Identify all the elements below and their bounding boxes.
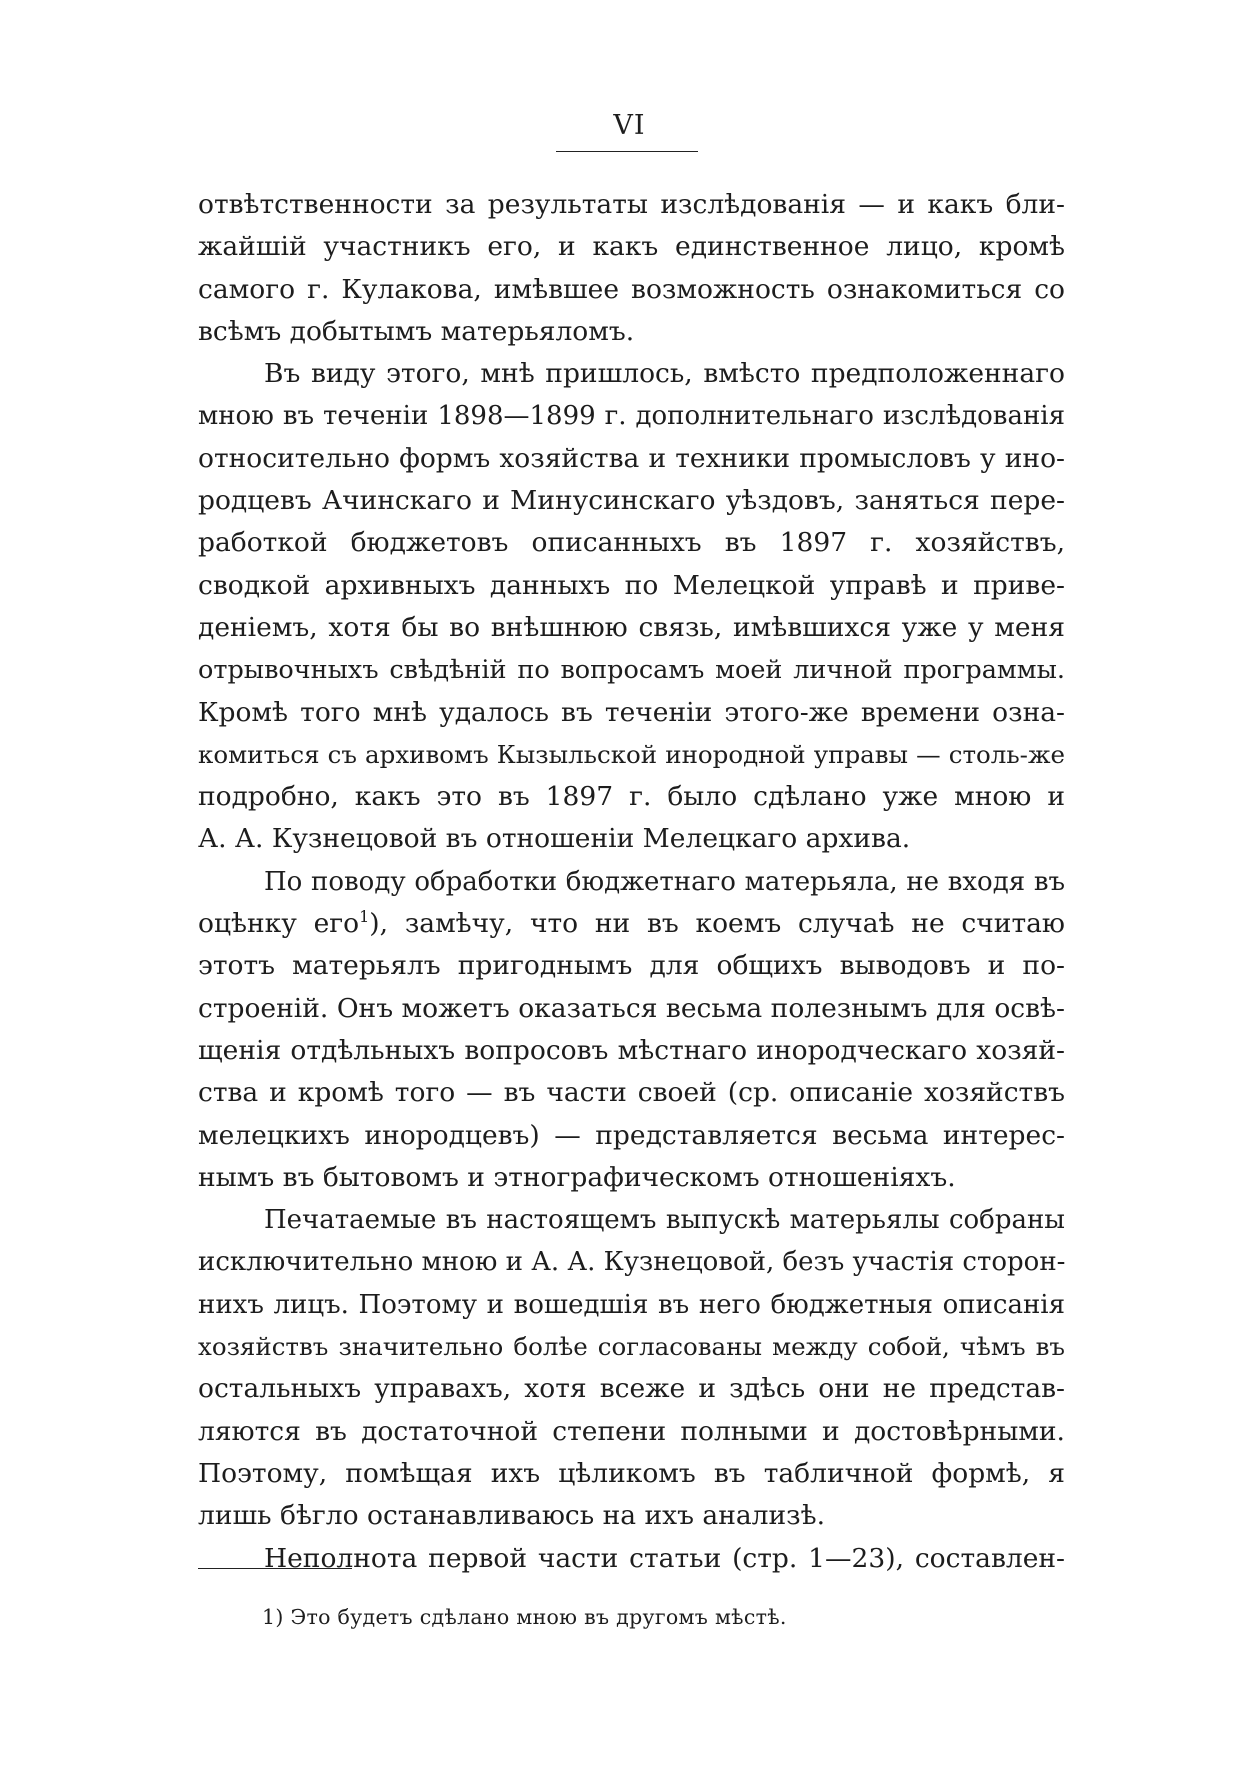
- body-text: [198, 184, 1065, 1580]
- header-rule: [556, 151, 698, 152]
- text-line: По поводу обработки бюджетнаго матерьяла, не входя въ: [264, 866, 1065, 897]
- text-line: А. А. Кузнецовой въ отношеніи Мелецкаго архива.: [198, 823, 911, 855]
- text-line: подробно, какъ это въ 1897 г. было сдѣлано уже мною и: [198, 781, 1065, 813]
- footnote-marker: 1: [359, 907, 370, 927]
- text-fragment: ), замѣчу, что ни въ коемъ случаѣ не считаю: [369, 908, 1065, 940]
- text-line: отвѣтственности за результаты изслѣдованія — и какъ бли-: [198, 189, 1065, 220]
- text-line: родцевъ Ачинскаго и Минусинскаго уѣздовъ, заняться пере-: [198, 485, 1065, 517]
- text-line: сводкой архивныхъ данныхъ по Мелецкой управѣ и приве-: [198, 569, 1065, 601]
- text-line: ляются въ достаточной степени полными и достовѣрными.: [198, 1415, 1065, 1447]
- text-line: комиться съ архивомъ Кызыльской инородной управы — столь-же: [198, 739, 1065, 769]
- text-line: ства и кромѣ того — въ части своей (ср. описаніе хозяйствъ: [198, 1077, 1065, 1109]
- text-line: хозяйствъ значительно болѣе согласованы между собой, чѣмъ въ: [198, 1332, 1065, 1362]
- text-fragment: оцѣнку его: [198, 908, 360, 940]
- text-line: мною въ теченіи 1898—1899 г. дополнительнаго изслѣдованія: [198, 401, 1065, 432]
- text-line: Поэтому, помѣщая ихъ цѣликомъ въ табличной формѣ, я: [198, 1457, 1065, 1489]
- text-line: Печатаемые въ настоящемъ выпускѣ матерьялы собраны: [264, 1205, 1065, 1236]
- text-line: лишь бѣгло останавливаюсь на ихъ анализѣ.: [198, 1500, 826, 1532]
- text-line: исключительно мною и А. А. Кузнецовой, безъ участія сторон-: [198, 1247, 1065, 1278]
- text-line: этотъ матерьялъ пригоднымъ для общихъ выводовъ и по-: [198, 950, 1065, 982]
- text-line: нымъ въ бытовомъ и этнографическомъ отношеніяхъ.: [198, 1161, 956, 1193]
- text-line: нихъ лицъ. Поэтому и вошедшія въ него бюджетныя описанія: [198, 1289, 1065, 1320]
- text-line: самого г. Кулакова, имѣвшее возможность ознакомиться со: [198, 273, 1065, 305]
- text-line: всѣмъ добытымъ матерьяломъ.: [198, 315, 635, 347]
- page-number: VI: [613, 110, 646, 141]
- text-line: жайшій участникъ его, и какъ единственное лицо, кромѣ: [198, 231, 1065, 263]
- text-line: деніемъ, хотя бы во внѣшнюю связь, имѣвшихся уже у меня: [198, 611, 1065, 643]
- text-line: Неполнота первой части статьи (стр. 1—23), составлен-: [264, 1542, 1065, 1574]
- text-line: строеній. Онъ можетъ оказаться весьма полезнымъ для освѣ-: [198, 992, 1065, 1024]
- text-line: остальныхъ управахъ, хотя всеже и здѣсь они не представ-: [198, 1373, 1065, 1405]
- text-line: щенія отдѣльныхъ вопросовъ мѣстнаго инородческаго хозяй-: [198, 1034, 1065, 1066]
- text-line-with-footnote: [198, 903, 1065, 945]
- text-line: относительно формъ хозяйства и техники промысловъ у ино-: [198, 442, 1065, 474]
- text-line: работкой бюджетовъ описанныхъ въ 1897 г. хозяйствъ,: [198, 527, 1065, 559]
- footnote: 1) Это будетъ сдѣлано мною въ другомъ мѣстѣ.: [262, 1605, 787, 1629]
- text-line: Кромѣ того мнѣ удалось въ теченіи этого-же времени озна-: [198, 696, 1065, 728]
- text-line: отрывочныхъ свѣдѣній по вопросамъ моей личной программы.: [198, 655, 1065, 686]
- footnote-rule: [198, 1568, 352, 1569]
- text-line: мелецкихъ инородцевъ) — представляется весьма интерес-: [198, 1119, 1065, 1151]
- text-line: Въ виду этого, мнѣ пришлось, вмѣсто предположеннаго: [264, 358, 1065, 390]
